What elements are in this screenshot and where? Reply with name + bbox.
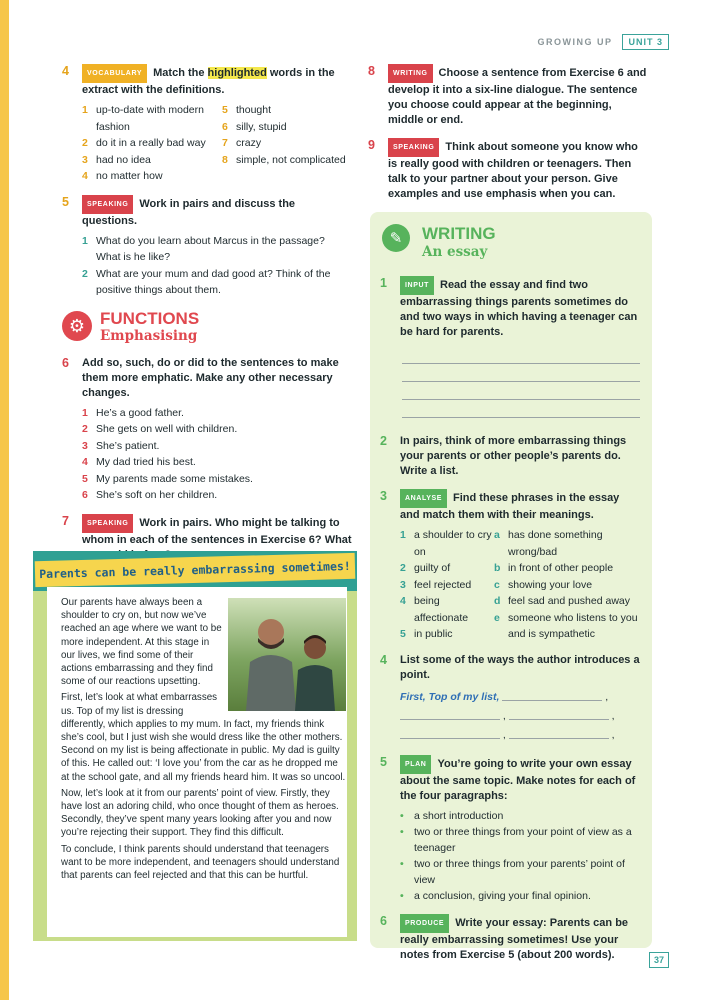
list-item: 4 My dad tried his best. bbox=[82, 456, 196, 468]
list-item: 5 in public bbox=[400, 628, 453, 640]
exercise-number: 5 bbox=[62, 194, 69, 209]
plan-tag: PLAN bbox=[400, 755, 431, 774]
list-item: 4 being affectionate bbox=[400, 595, 469, 624]
exercise-4 bbox=[62, 64, 352, 185]
essay-paragraph: First, let’s look at what embarrasses us. Top of my list is dressing differently, which applies to my mum. In fact, my friends think she’s cool, but I just wish she would dress like the other mothers. Second on my list is being affectionate in public. My dad is guilty of this. He called out: ‘I love you’ from the car as he dropped me at the school gate, and all my friends heard him. It was so uncool. bbox=[61, 692, 346, 783]
exercise-number: 3 bbox=[380, 489, 387, 503]
exercise-number: 5 bbox=[380, 754, 387, 769]
writing-exercises bbox=[380, 276, 640, 973]
writing-exercise-4: 4 List some of the ways the author introduces a point. First, Top of my list, , , , , , bbox=[380, 653, 640, 745]
essay-paragraph: To conclude, I think parents should understand that teenagers want to be more independent, and teenagers should understand that parents can feel rejected and that this can be hurtful. bbox=[61, 843, 340, 882]
exercise-instruction: List some of the ways the author introduces a point. bbox=[400, 653, 640, 681]
answer-blank[interactable] bbox=[509, 728, 609, 739]
exercise-8 bbox=[368, 64, 650, 128]
list-item: 2 do it in a really bad way bbox=[82, 137, 206, 149]
exercise-9 bbox=[368, 138, 650, 202]
list-item: e someone who listens to you and is sympathetic bbox=[494, 611, 638, 640]
left-column bbox=[62, 64, 352, 573]
speaking-tag: SPEAKING bbox=[82, 195, 133, 214]
pencil-icon: ✎ bbox=[382, 224, 410, 252]
page-header bbox=[537, 34, 669, 50]
writing-title: WRITING bbox=[422, 224, 496, 243]
vocabulary-tag: VOCABULARY bbox=[82, 64, 147, 83]
essay-title: Parents can be really embarrassing sometimes! bbox=[39, 558, 351, 582]
exercise-number: 8 bbox=[368, 64, 375, 78]
exercise-instruction: WRITING Choose a sentence from Exercise 6 and develop it into a six-line dialogue. The sentence you choose could appear at the beginning, middle or end. bbox=[388, 64, 650, 128]
answer-blank[interactable] bbox=[502, 690, 602, 701]
list-item: 3 She’s patient. bbox=[82, 439, 160, 452]
highlighted-word: highlighted bbox=[207, 67, 267, 79]
definition-list bbox=[82, 102, 352, 185]
list-item: b in front of other people bbox=[494, 562, 614, 574]
list-item: 5 My parents made some mistakes. bbox=[82, 472, 253, 485]
answer-line[interactable] bbox=[402, 346, 640, 364]
list-item: 7 crazy bbox=[222, 137, 262, 149]
example-answer: First, Top of my list, bbox=[400, 690, 500, 703]
bullet-item: • a short introduction bbox=[400, 809, 504, 822]
gears-icon: ⚙ bbox=[62, 311, 92, 341]
essay-panel bbox=[33, 551, 357, 941]
answer-line[interactable] bbox=[402, 400, 640, 418]
exercise-number: 9 bbox=[368, 138, 375, 152]
exercise-instruction: SPEAKING Work in pairs and discuss the questions. bbox=[82, 195, 352, 229]
writing-heading bbox=[382, 224, 496, 260]
writing-exercise-1 bbox=[380, 276, 640, 340]
list-item: 2 guilty of bbox=[400, 562, 451, 574]
speaking-tag: SPEAKING bbox=[82, 514, 133, 533]
analyse-tag: ANALYSE bbox=[400, 489, 447, 508]
list-item: 1 He’s a good father. bbox=[82, 406, 184, 419]
instr-text: words in the extract with the definitions. bbox=[82, 67, 335, 96]
writing-tag: WRITING bbox=[388, 64, 433, 83]
functions-heading bbox=[62, 309, 352, 344]
exercise-number: 4 bbox=[380, 652, 387, 667]
list-item: c showing your love bbox=[494, 578, 593, 591]
list-item: 5 thought bbox=[222, 104, 272, 116]
exercise-instruction: SPEAKING Work in pairs. Who might be talking to whom in each of the sentences in Exercise 6? What bbox=[82, 514, 352, 563]
list-item: 3 feel rejected bbox=[400, 578, 472, 591]
list-item: a has done something wrong/bad bbox=[494, 529, 603, 558]
essay-text bbox=[61, 596, 346, 885]
exercise-6 bbox=[62, 356, 352, 504]
essay-paragraph: Now, let’s look at it from our parents’ point of view. Firstly, they have lost an adoring child, who once thought of them as heroes. Secondly, they’ve spent many years looking after you and now you’re rejecting their support. They find this difficult. bbox=[61, 787, 339, 839]
list-item: 4 no matter how bbox=[82, 170, 163, 182]
exercise-number: 6 bbox=[380, 913, 387, 928]
list-item: 6 silly, stupid bbox=[222, 120, 287, 133]
writing-exercise-3 bbox=[380, 489, 640, 643]
exercise-number: 6 bbox=[62, 355, 69, 370]
list-item: 3 had no idea bbox=[82, 153, 151, 166]
bullet-item: • a conclusion, giving your final opinion. bbox=[400, 889, 591, 902]
answer-line[interactable] bbox=[402, 364, 640, 382]
bullet-item: • two or three things from your point of view as a teenager bbox=[400, 825, 632, 854]
writing-exercise-6 bbox=[380, 914, 640, 963]
father-son-photo bbox=[228, 598, 346, 711]
exercise-number: 7 bbox=[62, 513, 69, 528]
instr-text: Match the bbox=[153, 67, 208, 79]
list-item: 6 She’s soft on her children. bbox=[82, 489, 218, 501]
functions-title: FUNCTIONS bbox=[100, 308, 200, 328]
exercise-instruction: In pairs, think of more embarrassing things your parents or other people’s parents do. Write a list. bbox=[400, 435, 627, 477]
input-tag: INPUT bbox=[400, 276, 434, 295]
exercise-instruction: SPEAKING Think about someone you know who is really good with children or teenagers. Then talk to your partner about your person. Give examples and use emphasis when you can. bbox=[388, 138, 650, 202]
speaking-tag: SPEAKING bbox=[388, 138, 439, 157]
answer-blank[interactable] bbox=[509, 709, 609, 720]
list-item: d feel sad and pushed away bbox=[494, 595, 631, 607]
list-item: 1 a shoulder to cry on bbox=[400, 529, 492, 558]
writing-exercise-5 bbox=[380, 755, 640, 904]
page-number: 37 bbox=[649, 952, 669, 968]
answer-blank[interactable] bbox=[400, 728, 500, 739]
exercise-5 bbox=[62, 195, 352, 299]
exercise-instruction: PRODUCE Write your essay: Parents can be really embarrassing sometimes! Use your notes from Exercise 5 (about 200 words). bbox=[400, 914, 640, 963]
list-item: 8 simple, not complicated bbox=[222, 153, 346, 166]
matching-list bbox=[400, 527, 640, 643]
exercise-instruction: INPUT Read the essay and find two embarrassing things parents sometimes do and two ways in which having a teenager can be hard for parents. bbox=[400, 276, 640, 340]
functions-subtitle: Emphasising bbox=[100, 327, 198, 344]
exercise-instruction: PLAN You’re going to write your own essay about the same topic. Make notes for each of the four paragraphs: bbox=[400, 755, 640, 804]
bullet-item: • two or three things from your parents’ point of view bbox=[400, 857, 625, 886]
exercise-instruction: ANALYSE Find these phrases in the essay and match them with their meanings. bbox=[400, 489, 640, 523]
list-item: 2 She gets on well with children. bbox=[82, 423, 238, 435]
exercise-instruction: Add so, such, do or did to the sentences to make them more emphatic. Make any other necessary changes. bbox=[82, 356, 339, 399]
list-item: 2 What are your mum and dad good at? Think of the positive things about them. bbox=[82, 267, 331, 296]
section-title: GROWING UP bbox=[537, 37, 613, 47]
writing-exercise-2 bbox=[380, 434, 640, 479]
right-column bbox=[368, 64, 650, 212]
unit-badge: UNIT 3 bbox=[622, 34, 669, 50]
exercise-number: 4 bbox=[62, 64, 69, 78]
exercise-instruction bbox=[82, 64, 352, 98]
exercise-number: 1 bbox=[380, 276, 387, 290]
page-edge-bar bbox=[0, 0, 9, 1000]
list-item: 1 up-to-date with modern fashion bbox=[82, 104, 204, 133]
writing-subtitle: An essay bbox=[422, 244, 488, 260]
exercise-number: 2 bbox=[380, 434, 387, 448]
list-item: 1 What do you learn about Marcus in the passage? What is he like? bbox=[82, 234, 325, 263]
produce-tag: PRODUCE bbox=[400, 914, 449, 933]
essay-paragraph: Our parents have always been a shoulder to cry on, but now we’ve reached an age where we want to be more independent. At this stage in our lives, we find some of their actions embarrassing and they find some of our reactions upsetting. bbox=[61, 597, 222, 688]
boy-figure-icon bbox=[292, 632, 338, 711]
answer-line[interactable] bbox=[402, 382, 640, 400]
answer-blank[interactable] bbox=[400, 709, 500, 720]
